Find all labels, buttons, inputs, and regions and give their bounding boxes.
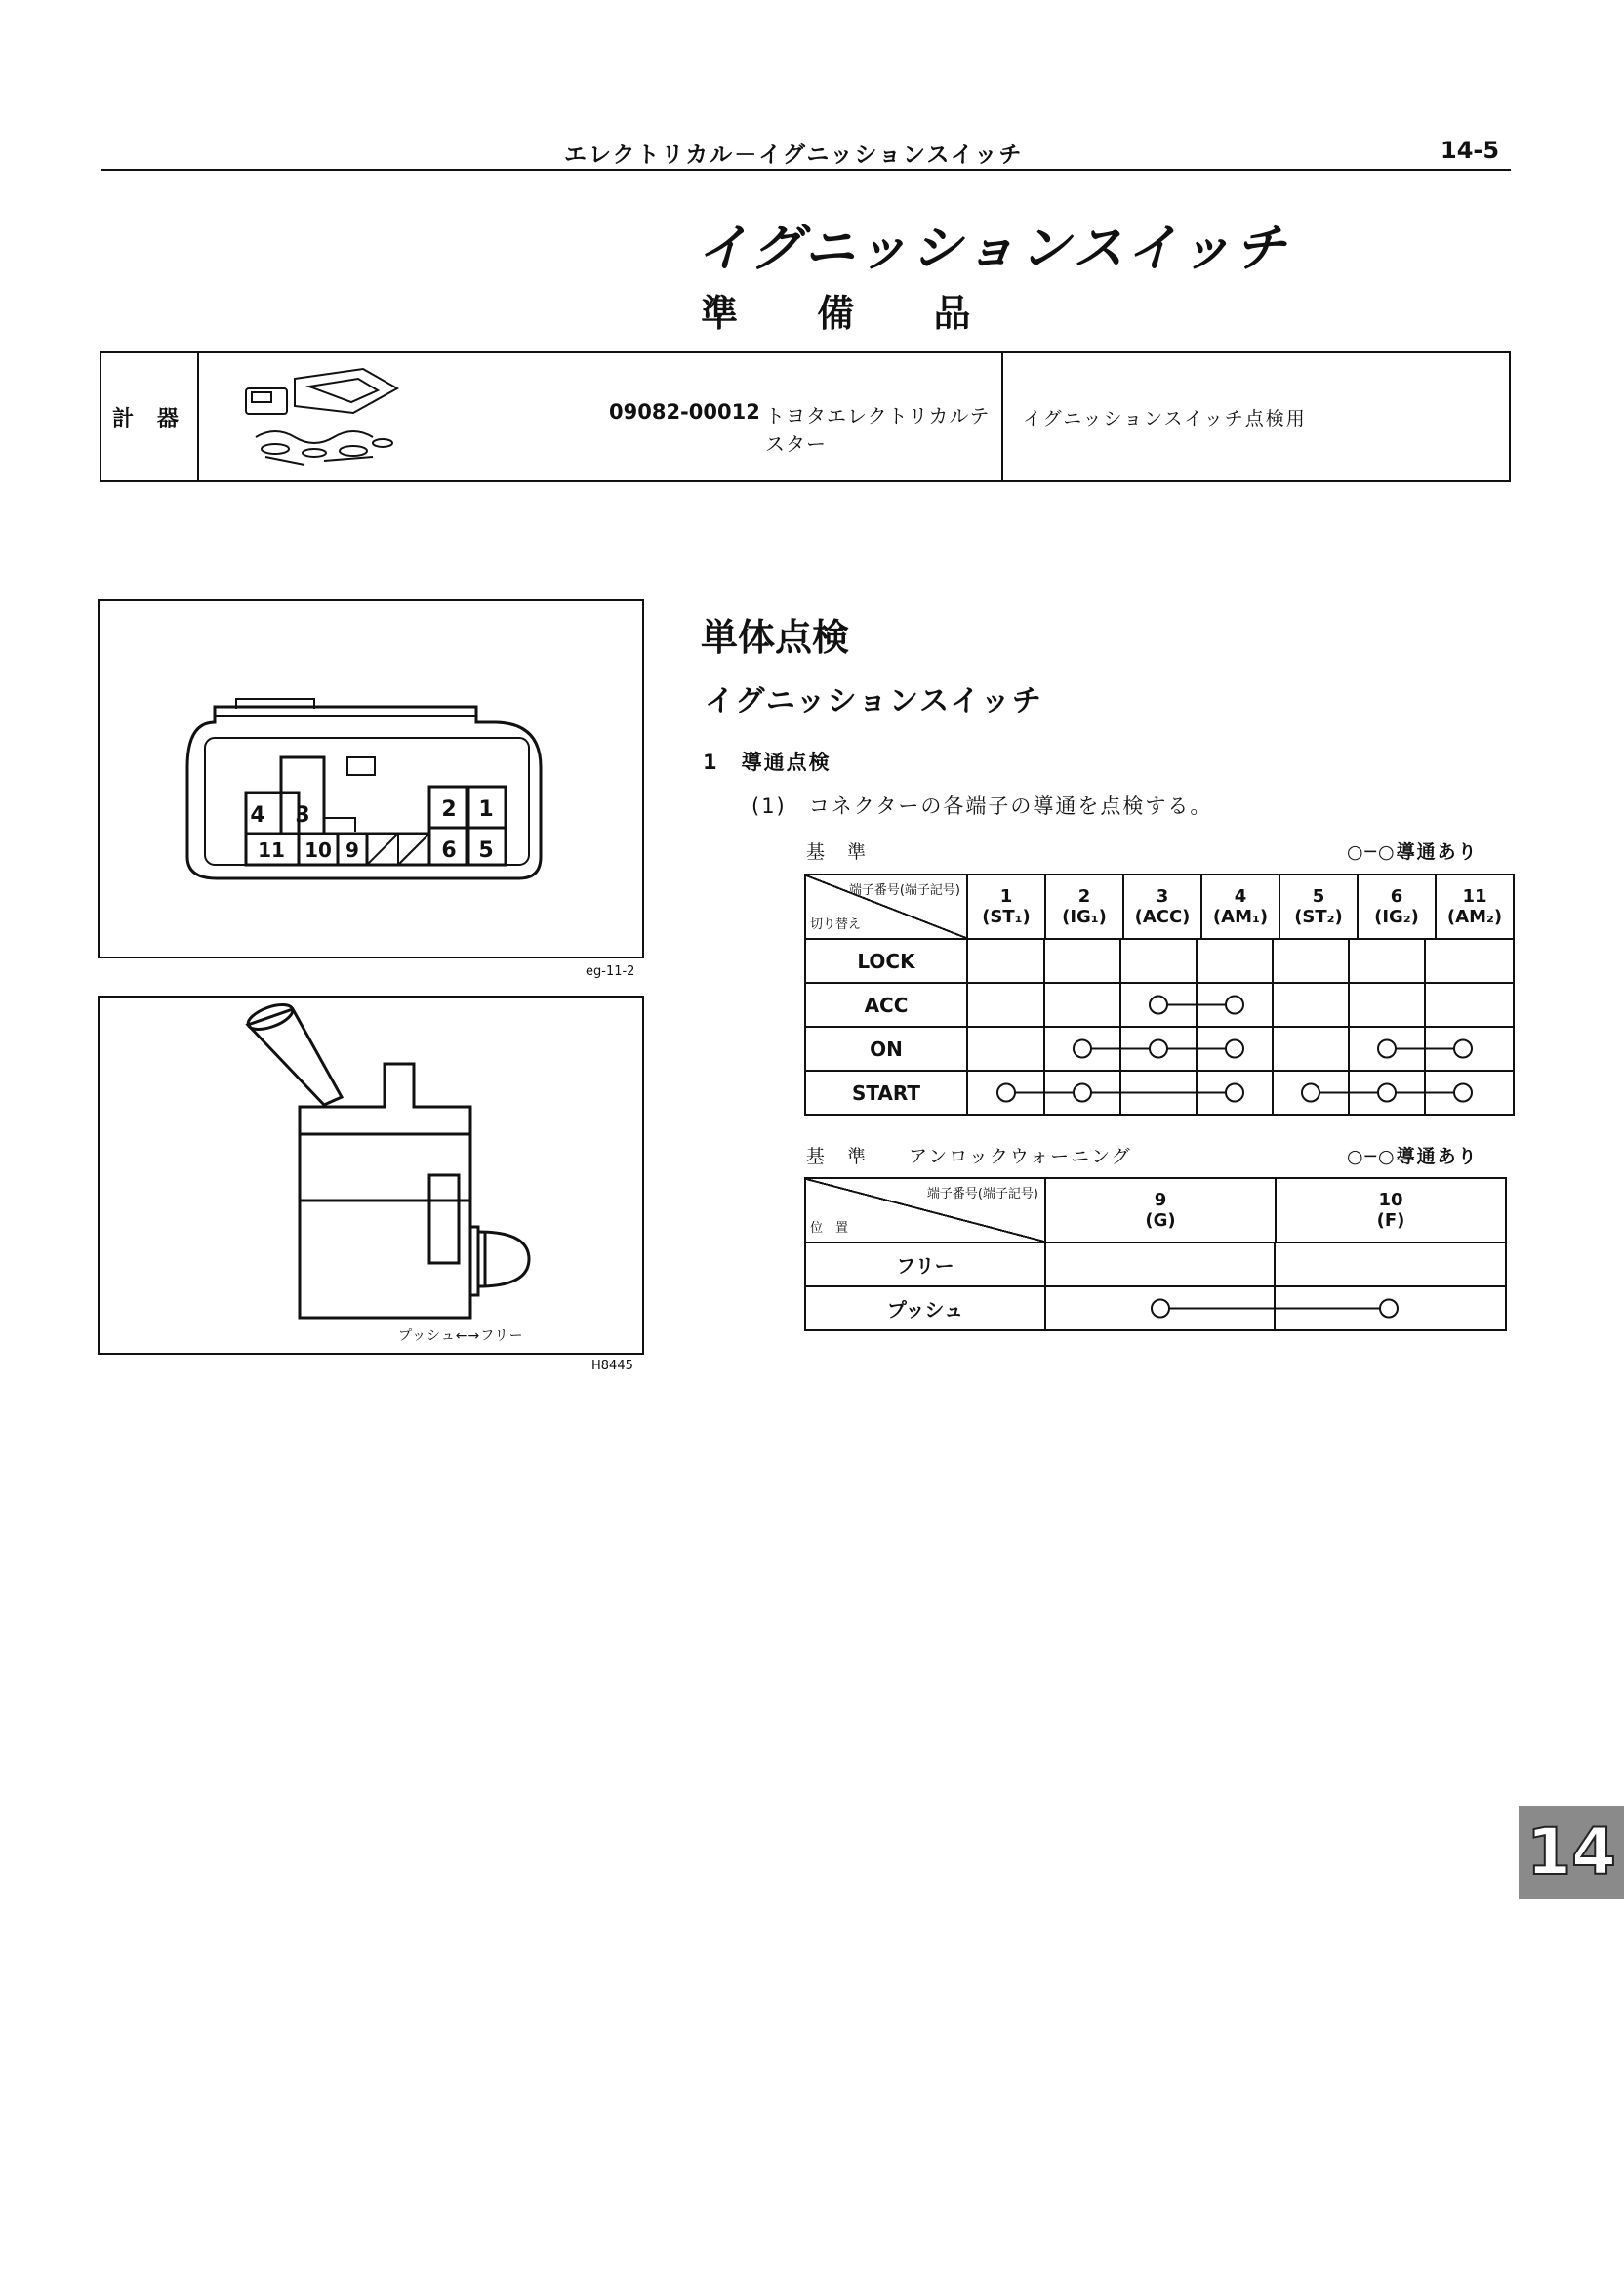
- connector-terminal-9: 9: [345, 838, 359, 862]
- prep-tool-cell: [198, 352, 1002, 481]
- table2-corner: [805, 1178, 1045, 1242]
- tester-illustration: [236, 359, 402, 476]
- connector-terminal-4: 4: [250, 803, 265, 828]
- row-continuity: [967, 1071, 1514, 1115]
- continuity-terminal-circle: [1378, 1040, 1396, 1058]
- connector-terminal-3: 3: [295, 803, 310, 828]
- table-row: [805, 1242, 1506, 1286]
- connector-terminal-10: 10: [304, 838, 332, 862]
- connector-terminal-6: 6: [441, 838, 457, 863]
- prep-purpose: イグニッションスイッチ点検用: [1002, 352, 1510, 481]
- table2-header-row: [805, 1178, 1506, 1242]
- table1-col-3: 3 (ACC): [1123, 875, 1201, 939]
- section-title: エレクトリカル－イグニッションスイッチ: [564, 142, 1024, 168]
- connector-diagram: [100, 601, 642, 957]
- row-label: LOCK: [805, 939, 967, 983]
- continuity-terminal-circle: [1378, 1084, 1396, 1102]
- connector-figure-caption: eg-11-2: [586, 964, 635, 979]
- table-row: [805, 939, 1514, 983]
- switch-diagram: [100, 998, 642, 1353]
- continuity-terminal-circle: [1150, 1040, 1167, 1058]
- switch-figure-caption: H8445: [591, 1359, 633, 1373]
- continuity-terminal-circle: [1074, 1040, 1091, 1058]
- table1-col-11: 11 (AM₂): [1436, 875, 1514, 939]
- row-continuity: [967, 939, 1514, 983]
- header-rule: [102, 169, 1511, 171]
- continuity-terminal-circle: [1226, 1084, 1243, 1102]
- table1-col-6: 6 (IG₂): [1358, 875, 1436, 939]
- continuity-terminal-circle: [1150, 997, 1167, 1014]
- row-continuity: [967, 1027, 1514, 1071]
- connector-figure: [98, 599, 644, 958]
- connector-terminal-2: 2: [441, 797, 457, 822]
- table2-corner-top: 端子番号(端子記号): [926, 1187, 1038, 1201]
- table1-corner-top: 端子番号(端子記号): [848, 883, 960, 898]
- table1-col-2: 2 (IG₁): [1045, 875, 1123, 939]
- table-row: [805, 1027, 1514, 1071]
- preparation-table: [100, 351, 1511, 482]
- row-label: START: [805, 1071, 967, 1115]
- table2-label: 基 準 アンロックウォーニング: [806, 1146, 1132, 1167]
- continuity-terminal-circle: [1152, 1300, 1169, 1318]
- row-label: プッシュ: [805, 1286, 1045, 1330]
- continuity-terminal-circle: [1454, 1040, 1472, 1058]
- connector-terminal-11: 11: [258, 838, 285, 862]
- prep-category: 計 器: [101, 352, 198, 481]
- table2-corner-bottom: 位 置: [810, 1221, 849, 1236]
- inspection-subheading: イグニッションスイッチ: [705, 684, 1043, 718]
- tool-part-number: 09082-00012: [609, 400, 760, 424]
- continuity-table-unlock-warning: [804, 1177, 1507, 1331]
- row-label: フリー: [805, 1242, 1045, 1286]
- prep-title: 準 備 品: [701, 292, 1004, 335]
- switch-position-label: プッシュ←→フリー: [398, 1328, 524, 1344]
- continuity-table-main: [804, 874, 1515, 1116]
- row-label: ON: [805, 1027, 967, 1071]
- inspection-step: 1 導通点検: [703, 751, 832, 774]
- continuity-terminal-circle: [1226, 1040, 1243, 1058]
- table1-corner-bottom: 切り替え: [810, 917, 862, 932]
- row-continuity: [1045, 1286, 1506, 1330]
- row-label: ACC: [805, 983, 967, 1027]
- table2-legend: ○─○導通あり: [1347, 1146, 1479, 1167]
- connector-terminal-1: 1: [478, 797, 494, 822]
- table1-col-4: 4 (AM₁): [1201, 875, 1279, 939]
- continuity-terminal-circle: [997, 1084, 1015, 1102]
- table-row: [805, 983, 1514, 1027]
- row-continuity: [1045, 1242, 1506, 1286]
- continuity-marks: [1046, 1243, 1505, 1285]
- continuity-terminal-circle: [1302, 1084, 1320, 1102]
- chapter-tab: 14: [1519, 1806, 1624, 1899]
- page-title: イグニッションスイッチ: [697, 220, 1290, 278]
- table1-header-row: [805, 875, 1514, 939]
- switch-figure: [98, 996, 644, 1355]
- inspection-instruction: (1) コネクターの各端子の導通を点検する。: [751, 794, 1213, 818]
- continuity-terminal-circle: [1074, 1084, 1091, 1102]
- connector-terminal-5: 5: [478, 838, 494, 863]
- table-row: [805, 1286, 1506, 1330]
- continuity-marks: [968, 1028, 1513, 1070]
- table1-corner: [805, 875, 967, 939]
- table1-legend: ○─○導通あり: [1347, 841, 1479, 863]
- table2-col-9: 9 (G): [1045, 1178, 1276, 1242]
- continuity-marks: [968, 984, 1513, 1026]
- table-row: [805, 1071, 1514, 1115]
- continuity-marks: [968, 940, 1513, 982]
- continuity-terminal-circle: [1226, 997, 1243, 1014]
- table1-label: 基 準: [806, 841, 869, 863]
- page-number: 14-5: [1441, 137, 1500, 164]
- row-continuity: [967, 983, 1514, 1027]
- table1-col-1: 1 (ST₁): [967, 875, 1045, 939]
- tool-name: トヨタエレクトリカルテスター: [765, 404, 991, 456]
- continuity-terminal-circle: [1380, 1300, 1398, 1318]
- table1-col-5: 5 (ST₂): [1279, 875, 1358, 939]
- continuity-terminal-circle: [1454, 1084, 1472, 1102]
- continuity-marks: [1046, 1287, 1505, 1329]
- continuity-marks: [968, 1072, 1513, 1114]
- inspection-heading: 単体点検: [701, 616, 850, 659]
- table2-col-10: 10 (F): [1276, 1178, 1506, 1242]
